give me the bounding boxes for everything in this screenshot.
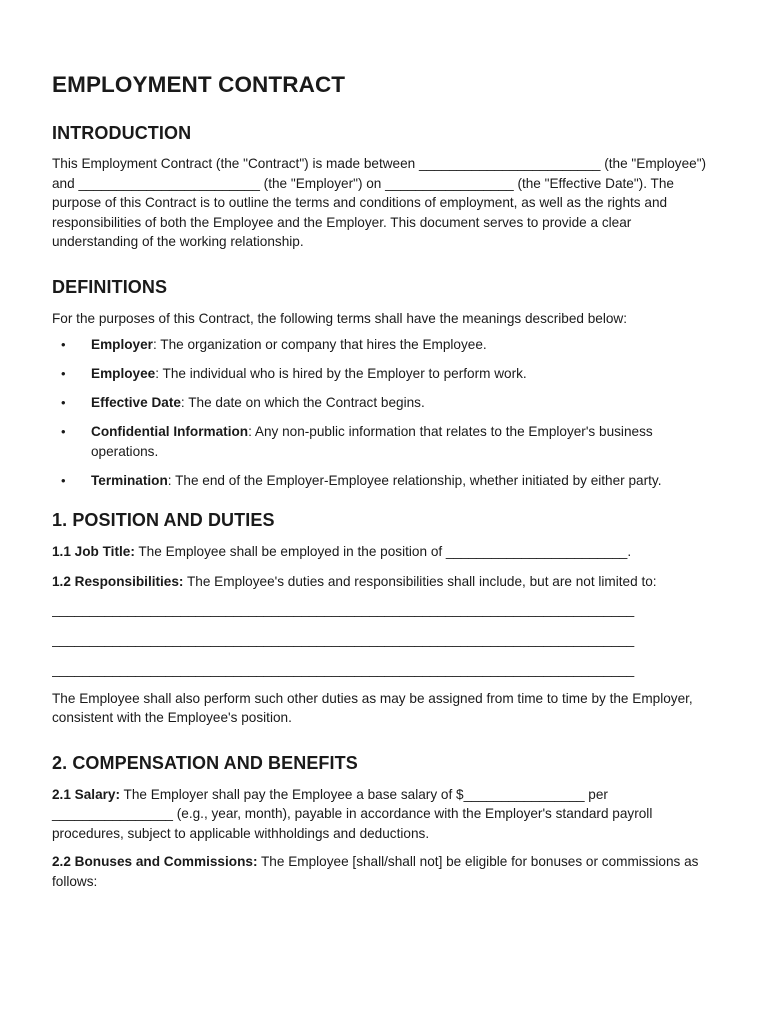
definition-desc: : The organization or company that hires the Employee. — [152, 337, 487, 352]
salary-label: 2.1 Salary: — [52, 786, 121, 802]
document-title: EMPLOYMENT CONTRACT — [52, 72, 346, 97]
definition-term: Employer — [91, 337, 153, 352]
definition-desc: : The date on which the Contract begins. — [180, 395, 425, 410]
responsibility-blank-line: _____________________________________________________________________________ — [52, 662, 635, 677]
definition-desc: : Any non-public information that relates to the Employer's business operations. — [91, 424, 653, 459]
bullet-icon: • — [61, 366, 66, 381]
job-title-clause — [52, 542, 712, 562]
job-title-label: 1.1 Job Title: — [52, 544, 135, 559]
definition-item-confidential-information — [52, 422, 712, 461]
other-duties-paragraph: The Employee shall also perform such other duties as may be assigned from time to time by the Employer, consistent with the Employee's position. — [52, 690, 693, 725]
definition-term: Effective Date — [91, 395, 181, 410]
responsibilities-text: The Employee's duties and responsibilities shall include, but are not limited to: — [183, 573, 657, 589]
introduction-heading: INTRODUCTION — [52, 123, 192, 143]
definition-item-effective-date — [52, 393, 712, 413]
bullet-icon: • — [61, 395, 66, 410]
bullet-icon: • — [61, 472, 66, 488]
salary-clause — [52, 785, 712, 844]
definition-term: Confidential Information — [91, 424, 249, 439]
definition-term: Employee — [91, 366, 156, 381]
compensation-heading: 2. COMPENSATION AND BENEFITS — [52, 752, 358, 773]
definition-desc: : The individual who is hired by the Employer to perform work. — [155, 366, 527, 381]
responsibilities-label: 1.2 Responsibilities: — [52, 573, 184, 589]
responsibility-blank-line: _____________________________________________________________________________ — [52, 632, 635, 647]
definition-item-employee — [52, 364, 712, 384]
bullet-icon: • — [61, 424, 66, 439]
definitions-heading: DEFINITIONS — [52, 276, 168, 297]
bullet-icon: • — [61, 337, 66, 352]
introduction-paragraph: This Employment Contract (the "Contract") is made between ________________________ (the "Employee") and ________________________ (the "Employer") on _________________ (the "Effective Date"). The purpose of this Contract is to outline the terms and conditions of employment, as well as the rights and responsibilities of both the Employee and the Employer. This document serves to provide a clear understanding of the working relationship. — [52, 156, 707, 249]
bonuses-clause — [52, 852, 712, 891]
position-duties-heading: 1. POSITION AND DUTIES — [52, 510, 275, 530]
salary-text: The Employer shall pay the Employee a base salary of $________________ per ________________ (e.g., year, month), payable in accordance with the Employer's standard payroll procedures, subject to applicable withholdings and deductions. — [52, 786, 653, 841]
bonuses-label: 2.2 Bonuses and Commissions: — [52, 854, 258, 869]
definition-item-termination — [52, 471, 712, 491]
responsibilities-clause — [52, 572, 712, 592]
definition-desc: : The end of the Employer-Employee relationship, whether initiated by either party. — [167, 472, 662, 488]
definitions-lead: For the purposes of this Contract, the following terms shall have the meanings described below: — [52, 310, 628, 326]
definition-item-employer — [52, 335, 712, 355]
job-title-text: The Employee shall be employed in the position of ________________________. — [134, 544, 632, 559]
responsibility-blank-line: _____________________________________________________________________________ — [52, 602, 635, 617]
definitions-list — [52, 335, 712, 490]
bonuses-text: The Employee [shall/shall not] be eligible for bonuses or commissions as follows: — [52, 854, 699, 889]
definition-term: Termination — [91, 472, 168, 488]
